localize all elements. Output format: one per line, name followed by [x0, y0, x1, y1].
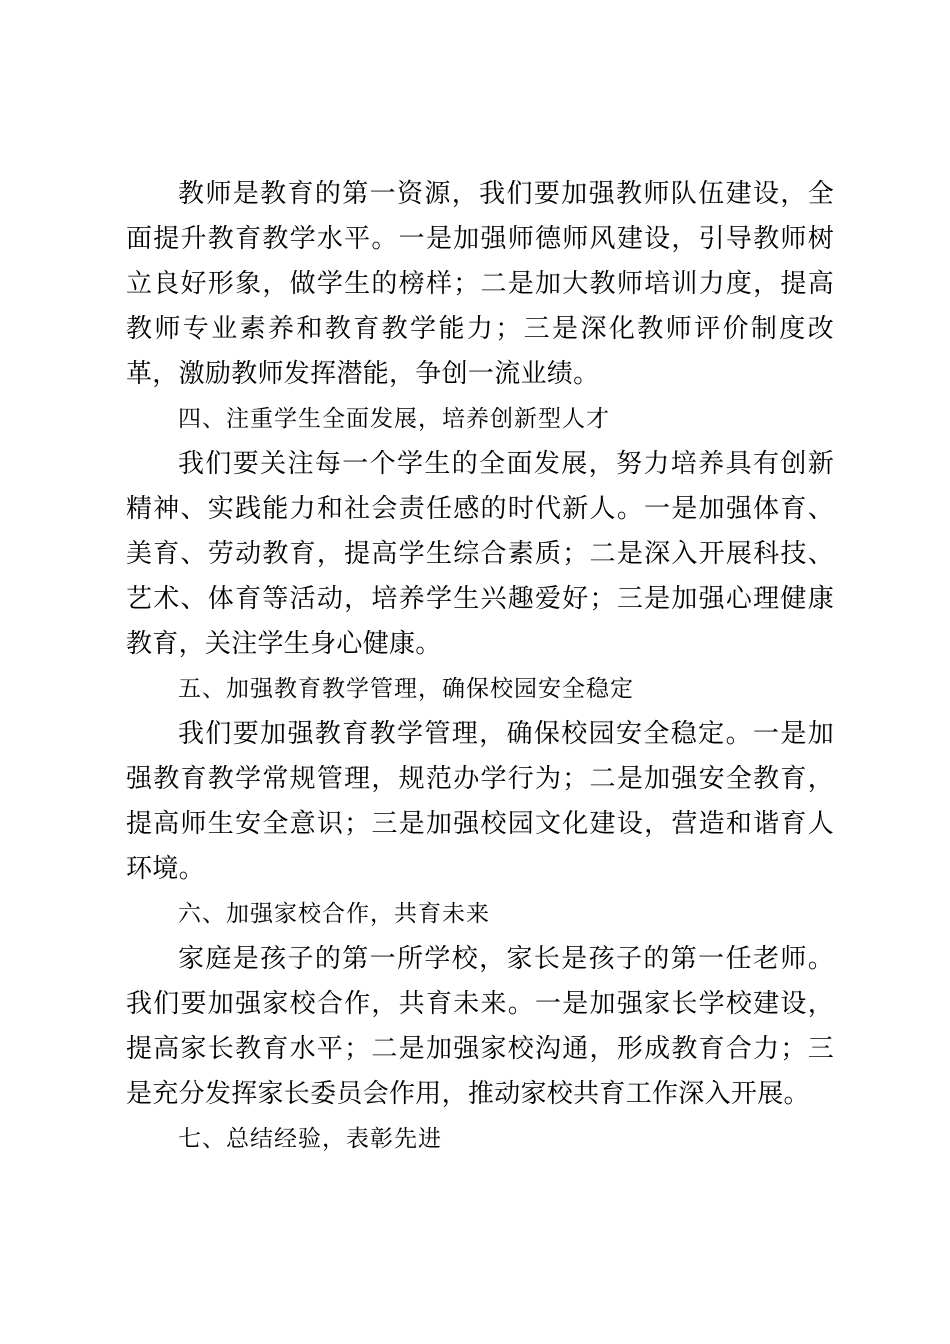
section-heading-7: 七、总结经验，表彰先进: [178, 1126, 442, 1152]
section-heading-5: 五、加强教育教学管理，确保校园安全稳定: [178, 676, 634, 702]
document-body: [126, 172, 834, 1162]
section-heading-4: 四、注重学生全面发展，培养创新型人才: [178, 406, 610, 432]
paragraph-home-school: 家庭是孩子的第一所学校，家长是孩子的第一任老师。我们要加强家校合作，共育未来。一是加强家长学校建设，提高家长教育水平；二是加强家校沟通，形成教育合力；三是充分发挥家长委员会作用，推动家校共育工作深入开展。: [126, 944, 834, 1109]
paragraph-school-management: 我们要加强教育教学管理，确保校园安全稳定。一是加强教育教学常规管理，规范办学行为；二是加强安全教育，提高师生安全意识；三是加强校园文化建设，营造和谐育人环境。: [126, 719, 834, 884]
paragraph-student-development: 我们要关注每一个学生的全面发展，努力培养具有创新精神、实践能力和社会责任感的时代新人。一是加强体育、美育、劳动教育，提高学生综合素质；二是深入开展科技、艺术、体育等活动，培养学生兴趣爱好；三是加强心理健康教育，关注学生身心健康。: [126, 449, 834, 659]
paragraph-teacher-team: 教师是教育的第一资源，我们要加强教师队伍建设，全面提升教育教学水平。一是加强师德师风建设，引导教师树立良好形象，做学生的榜样；二是加大教师培训力度，提高教师专业素养和教育教学能力；三是深化教师评价制度改革，激励教师发挥潜能，争创一流业绩。: [126, 179, 834, 389]
section-heading-6: 六、加强家校合作，共育未来: [178, 901, 490, 927]
